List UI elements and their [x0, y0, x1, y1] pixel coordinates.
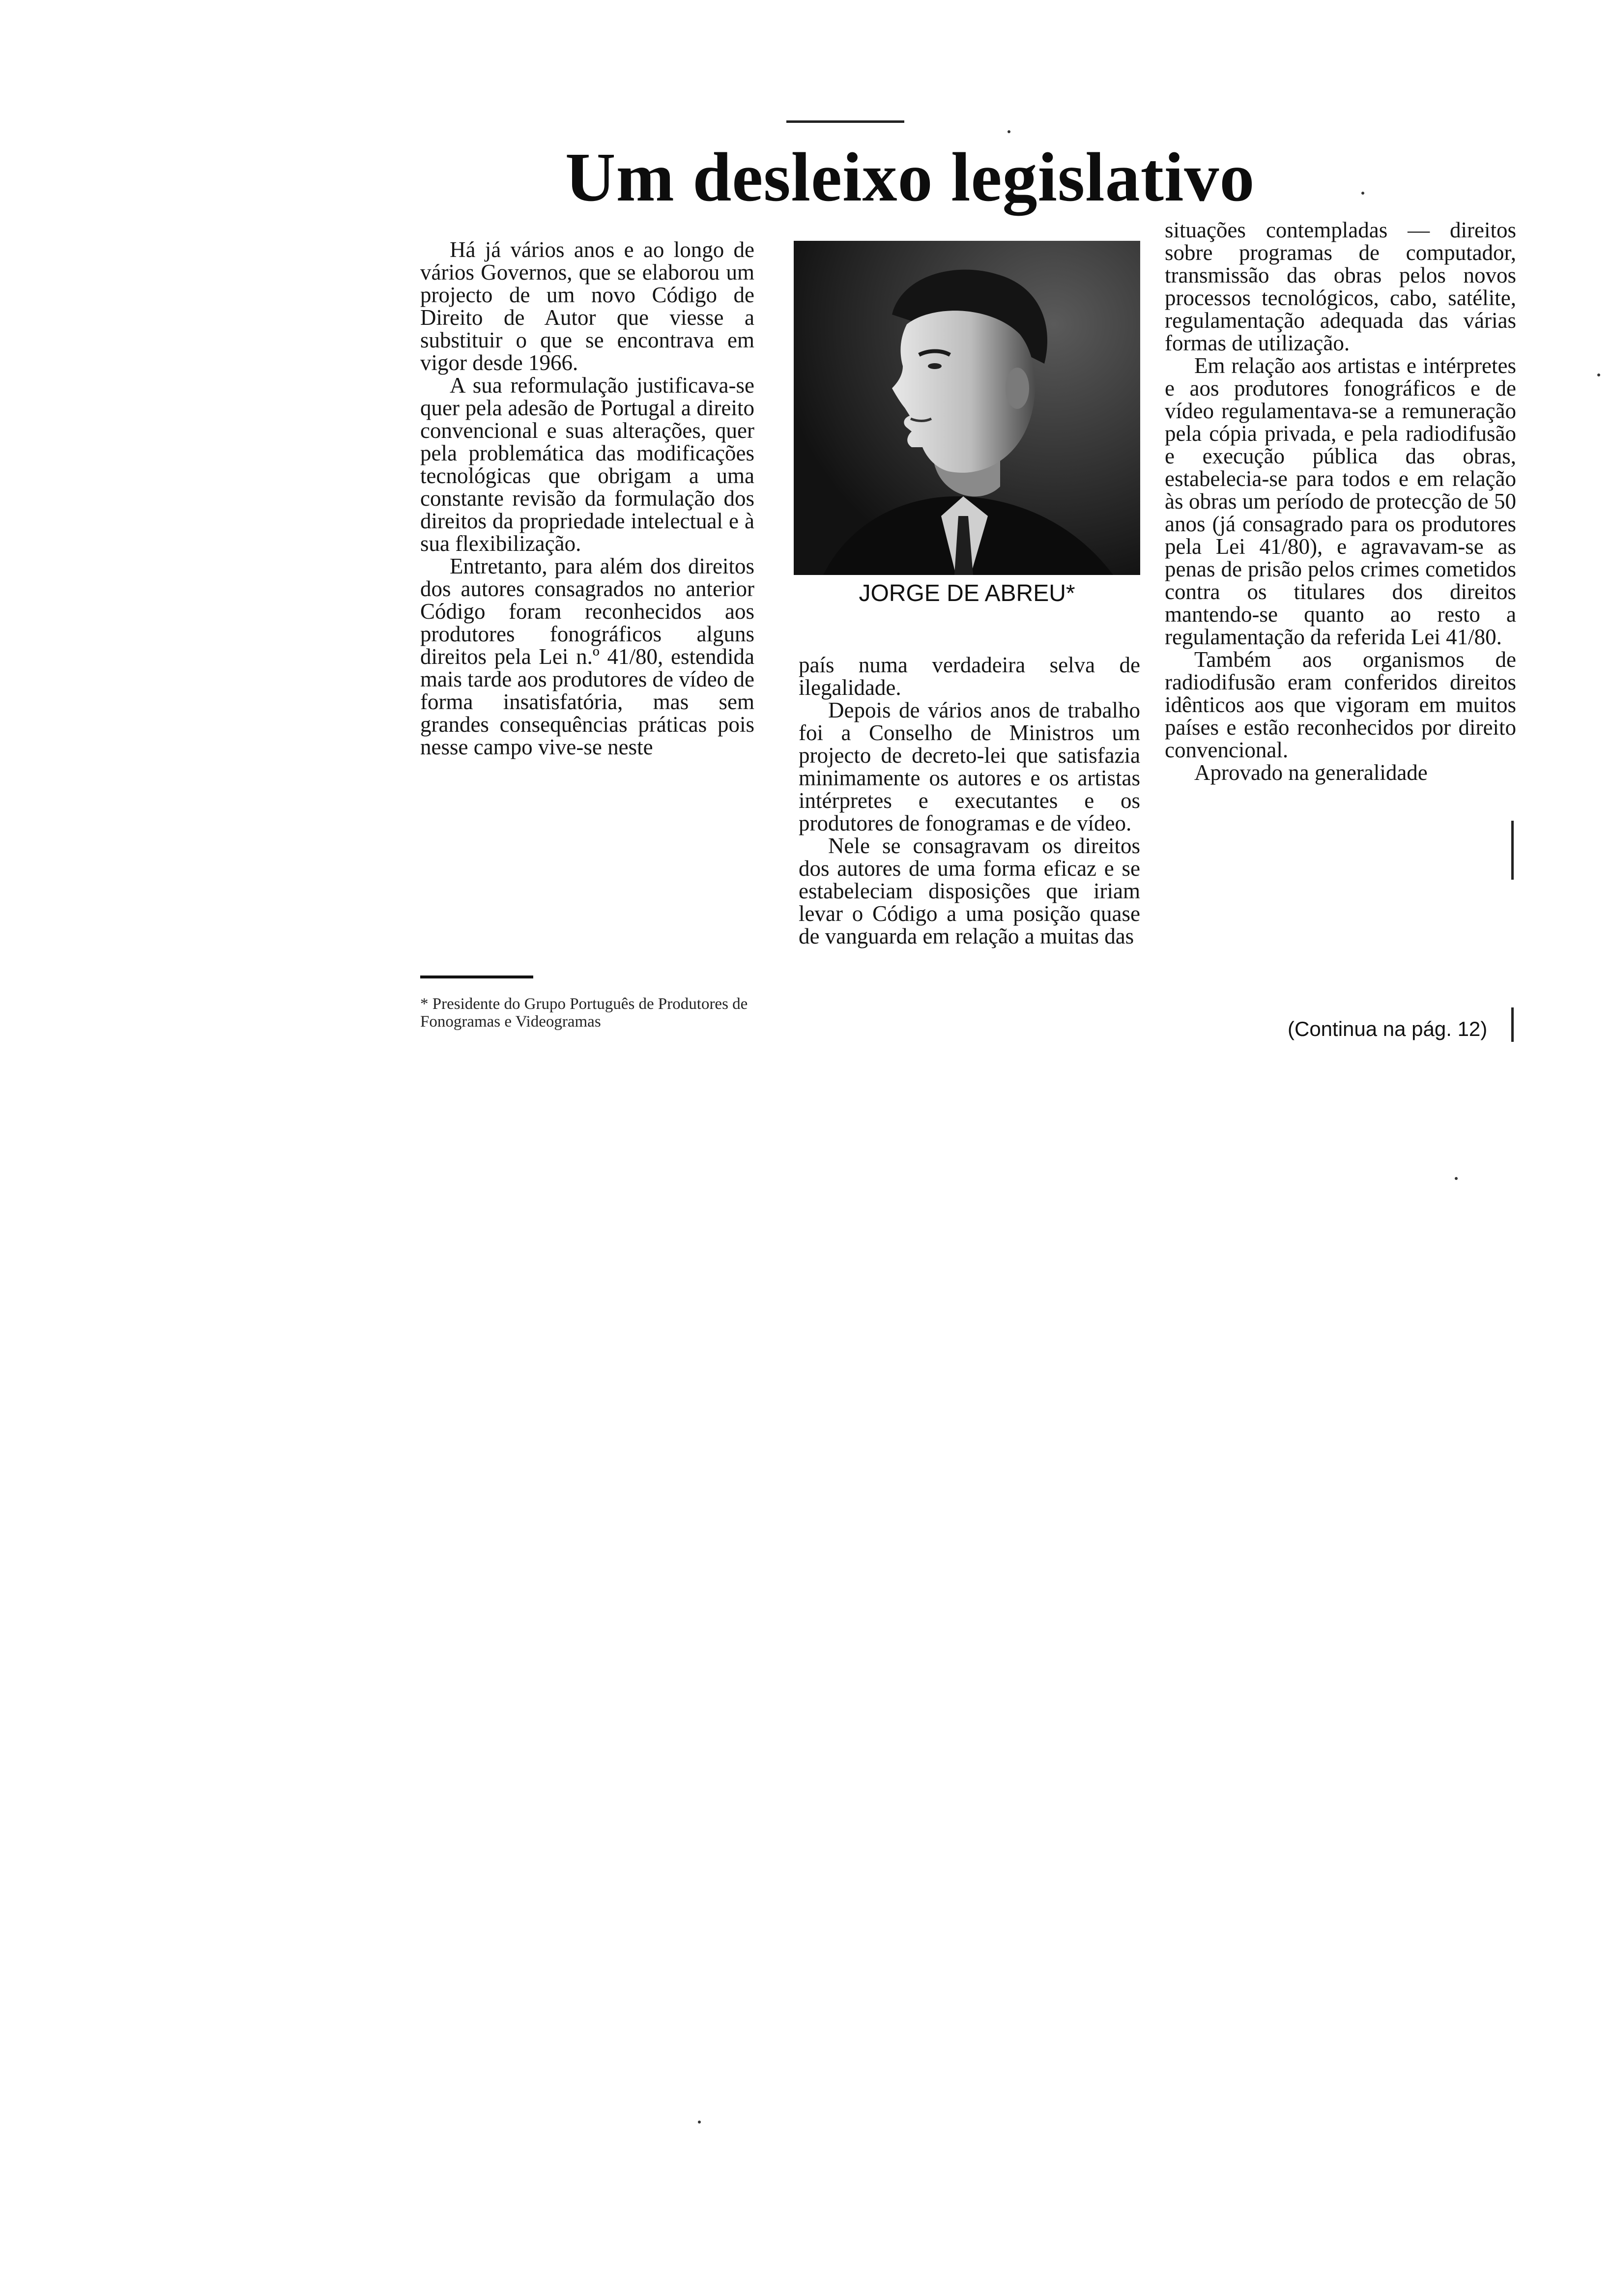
paragraph: Há já vários anos e ao longo de vários Governos, que se elaborou um projecto de um novo Código de Direito de Autor que viesse a substituir o que se encontrava em vigor desde 1966.: [420, 237, 754, 375]
scan-speck: [1361, 192, 1364, 195]
paragraph: Entretanto, para além dos direitos dos autores consagrados no anterior Código foram reconhecidos aos produtores fonográficos alguns direitos pela Lei n.º 41/80, estendida mais tarde aos produtores de vídeo de forma insatisfatória, mas sem grandes consequências práticas pois nesse campo vive-se neste: [420, 554, 754, 759]
paragraph: Em relação aos artistas e intérpretes e aos produtores fonográficos e de vídeo regulamentava-se a remuneração pela cópia privada, e pela radiodifusão e execução pública das obras, estabelecia-se para todos e em relação às obras um período de protecção de 50 anos (já consagrado para os produtores pela Lei 41/80), e agravavam-se as penas de prisão pelos crimes cometidos contra os titulares dos direitos mantendo-se quanto ao resto a regulamentação da referida Lei 41/80.: [1165, 353, 1516, 649]
margin-mark: [1511, 1007, 1514, 1042]
article-title: Um desleixo legislativo: [565, 138, 1255, 216]
scan-speck: [1455, 1177, 1458, 1180]
scan-speck: [698, 2121, 701, 2124]
continuation-note: (Continua na pág. 12): [1288, 1017, 1488, 1040]
paragraph: A sua reformulação justificava-se quer pela adesão de Portugal a direito convencional e suas alterações, quer pela problemática das modificações tecnológicas que obrigam a uma constante revisão da formulação dos direitos da propriedade intelectual e à sua flexibilização.: [420, 373, 754, 556]
scan-speck: [1008, 130, 1010, 133]
author-footnote: * Presidente do Grupo Português de Produtores de Fonogramas e Videogramas: [420, 995, 748, 1031]
paragraph: país numa verdadeira selva de ilegalidade.: [799, 653, 1140, 700]
paragraph: Nele se consagravam os direitos dos autores de uma forma eficaz e se estabeleciam disposições que iriam levar o Código a uma posição quase de vanguarda em relação a muitas das: [799, 833, 1140, 948]
scan-speck: [1597, 373, 1600, 376]
author-photo: [794, 241, 1140, 575]
margin-mark: [1511, 821, 1514, 880]
article-column-1: [420, 238, 754, 961]
paragraph: Também aos organismos de radiodifusão eram conferidos direitos idênticos aos que vigoram em muitos países e estão reconhecidos por direito convencional.: [1165, 647, 1516, 762]
author-portrait-image: [794, 241, 1140, 575]
article-column-3: [1165, 219, 1516, 1010]
footnote-rule: [420, 976, 533, 978]
photo-caption: JORGE DE ABREU*: [859, 580, 1075, 606]
title-top-rule: [786, 120, 904, 123]
paragraph: Aprovado na generalidade: [1194, 760, 1428, 785]
article-column-2: [799, 654, 1140, 1096]
paragraph: Depois de vários anos de trabalho foi a Conselho de Ministros um projecto de decreto-lei que satisfazia minimamente os autores e os artistas intérpretes e executantes e os produtores de fonogramas e de vídeo.: [799, 698, 1140, 835]
paragraph: situações contempladas — direitos sobre programas de computador, transmissão das obras pelos novos processos tecnológicos, cabo, satélite, regulamentação adequada das várias formas de utilização.: [1165, 218, 1516, 355]
